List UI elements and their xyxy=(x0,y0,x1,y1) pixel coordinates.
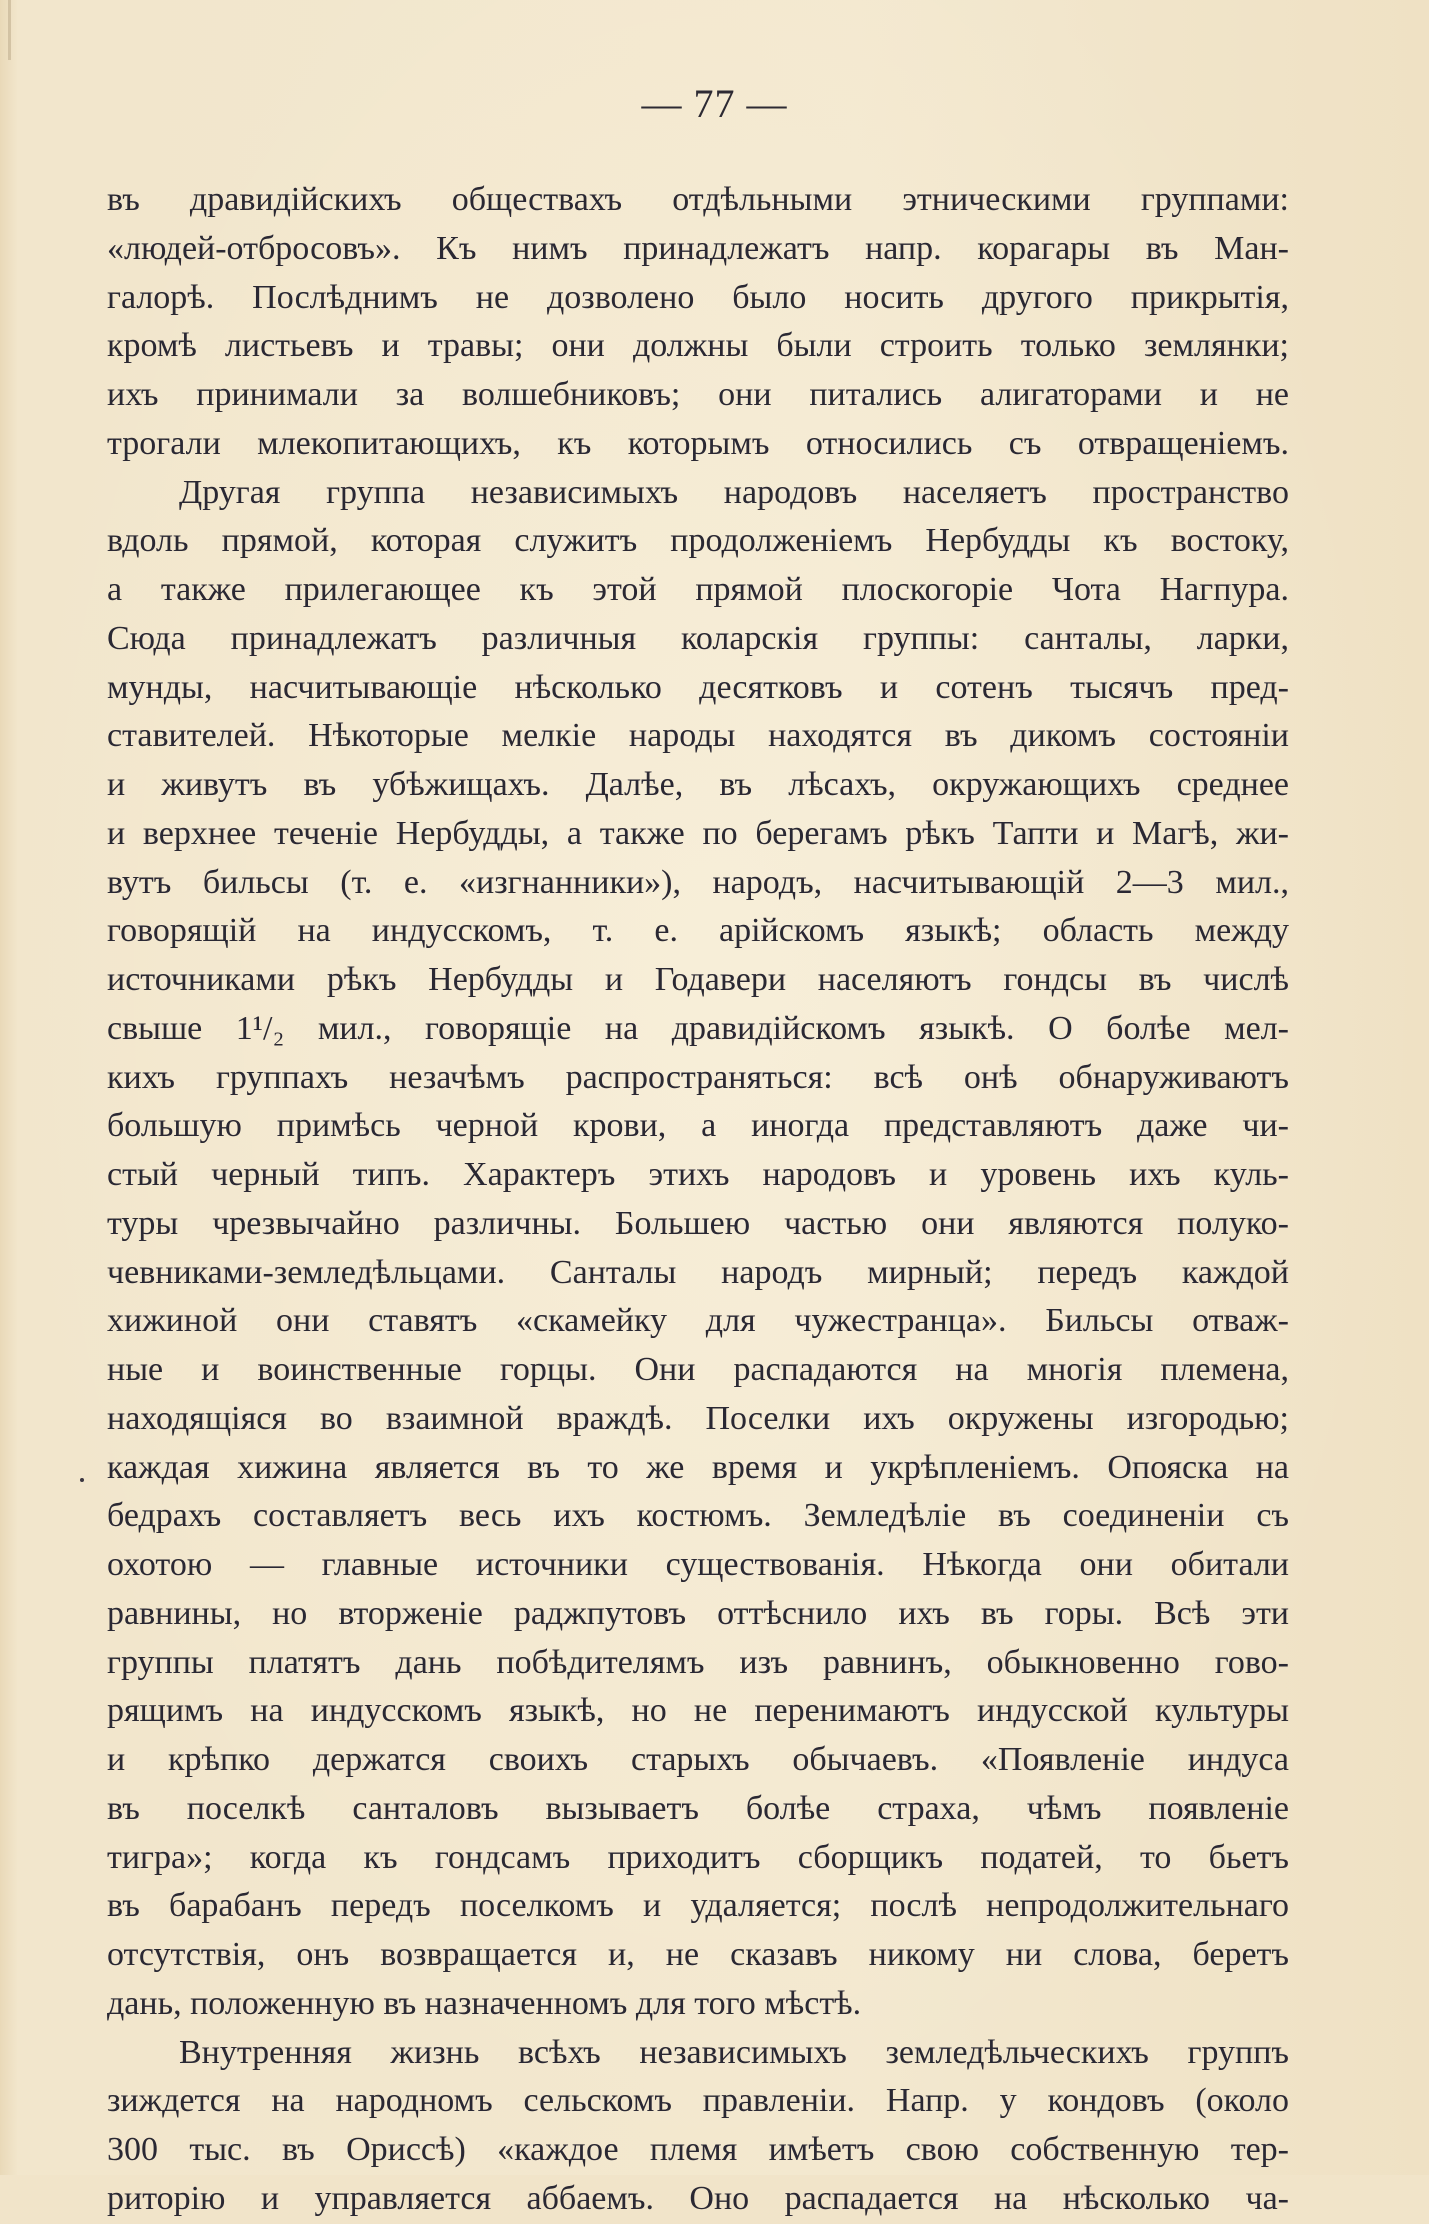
text-line: бедрахъ составляетъ весь ихъ костюмъ. Земледѣліе въ соединеніи съ xyxy=(107,1497,1289,1535)
binding-shadow xyxy=(8,0,11,60)
body-text xyxy=(107,176,1289,2224)
text-line: хижиной они ставятъ «скамейку для чужестранца». Бильсы отваж- xyxy=(107,1302,1289,1340)
text-line: источниками рѣкъ Нербудды и Годавери населяютъ гондсы въ числѣ xyxy=(107,961,1289,998)
text-line: вдоль прямой, которая служитъ продолженіемъ Нербудды къ востоку, xyxy=(107,522,1289,560)
text-line: мунды, насчитывающіе нѣсколько десятковъ и сотенъ тысячъ пред- xyxy=(107,668,1289,706)
text-line: дань, положенную въ назначенномъ для того мѣстѣ. xyxy=(107,1984,862,2022)
text-line: туры чрезвычайно различны. Большею частью они являются полуко- xyxy=(107,1204,1289,1242)
text-line: «людей-отбросовъ». Къ нимъ принадлежатъ напр. корагары въ Ман- xyxy=(107,229,1289,267)
text-line: говорящій на индусскомъ, т. е. арійскомъ языкѣ; область между xyxy=(107,912,1289,950)
text-line: большую примѣсь черной крови, а иногда представляютъ даже чи- xyxy=(107,1107,1289,1145)
text-line: группы платятъ дань побѣдителямъ изъ равнинъ, обыкновенно гово- xyxy=(107,1643,1289,1681)
text-line: 300 тыс. въ Ориссѣ) «каждое племя имѣетъ свою собственную тер- xyxy=(107,2131,1289,2168)
text-line: и верхнее теченіе Нербудды, а также по берегамъ рѣкъ Тапти и Магѣ, жи- xyxy=(107,814,1289,852)
text-line: вутъ бильсы (т. е. «изгнанники»), народъ, насчитывающій 2—3 мил., xyxy=(107,863,1289,901)
margin-dot xyxy=(80,1478,84,1482)
text-line: въ дравидійскихъ обществахъ отдѣльными этническими группами: xyxy=(107,181,1289,218)
text-line: тигра»; когда къ гондсамъ приходитъ сборщикъ податей, то бьетъ xyxy=(107,1838,1289,1876)
text-line: кихъ группахъ незачѣмъ распространяться: всѣ онѣ обнаруживаютъ xyxy=(107,1058,1289,1096)
text-line: и крѣпко держатся своихъ старыхъ обычаевъ. «Появленіе индуса xyxy=(107,1741,1289,1778)
text-line: Внутренняя жизнь всѣхъ независимыхъ земледѣльческихъ группъ xyxy=(179,2033,1289,2071)
text-line: и живутъ въ убѣжищахъ. Далѣе, въ лѣсахъ, окружающихъ среднее xyxy=(107,766,1289,803)
text-line: Сюда принадлежатъ различныя коларскія группы: санталы, ларки, xyxy=(107,619,1289,657)
text-line: ные и воинственные горцы. Они распадаются на многія племена, xyxy=(107,1351,1289,1388)
text-line: ихъ принимали за волшебниковъ; они питались алигаторами и не xyxy=(107,376,1289,413)
text-line: находящіяся во взаимной враждѣ. Поселки ихъ окружены изгородью; xyxy=(107,1399,1289,1437)
text-line: риторію и управляется аббаемъ. Оно распадается на нѣсколько ча- xyxy=(107,2179,1289,2217)
text-line: чевниками-земледѣльцами. Санталы народъ мирный; передъ каждой xyxy=(107,1253,1289,1291)
text-line: галорѣ. Послѣднимъ не дозволено было носить другого прикрытія, xyxy=(107,278,1289,316)
text-line: рящимъ на индусскомъ языкѣ, но не перенимаютъ индусской культуры xyxy=(107,1692,1289,1730)
text-line: отсутствія, онъ возвращается и, не сказавъ никому ни слова, беретъ xyxy=(107,1936,1289,1973)
text-line: охотою — главные источники существованія. Нѣкогда они обитали xyxy=(107,1546,1289,1583)
text-line: Другая группа независимыхъ народовъ населяетъ пространство xyxy=(179,473,1289,511)
text-line: зиждется на народномъ сельскомъ правленіи. Напр. у кондовъ (около xyxy=(107,2082,1289,2120)
text-line: въ поселкѣ санталовъ вызываетъ болѣе страха, чѣмъ появленіе xyxy=(107,1789,1289,1827)
text-line: равнины, но вторженіе раджпутовъ оттѣснило ихъ въ горы. Всѣ эти xyxy=(107,1594,1289,1632)
page-number: — 77 — xyxy=(641,81,788,126)
text-line: кромѣ листьевъ и травы; они должны были строить только землянки; xyxy=(107,327,1289,365)
text-line: а также прилегающее къ этой прямой плоскогоріе Чота Нагпура. xyxy=(107,571,1289,608)
text-line: свыше 1¹/₂ мил., говорящіе на дравидійскомъ языкѣ. О болѣе мел- xyxy=(107,1009,1289,1047)
text-line: въ барабанъ передъ поселкомъ и удаляется; послѣ непродолжительнаго xyxy=(107,1887,1289,1925)
text-line: каждая хижина является въ то же время и укрѣпленіемъ. Опояска на xyxy=(107,1448,1289,1486)
text-line: трогали млекопитающихъ, къ которымъ относились съ отвращеніемъ. xyxy=(107,424,1289,462)
text-line: стый черный типъ. Характеръ этихъ народовъ и уровень ихъ куль- xyxy=(107,1156,1289,1193)
text-line: ставителей. Нѣкоторые мелкіе народы находятся въ дикомъ состояніи xyxy=(107,717,1289,755)
